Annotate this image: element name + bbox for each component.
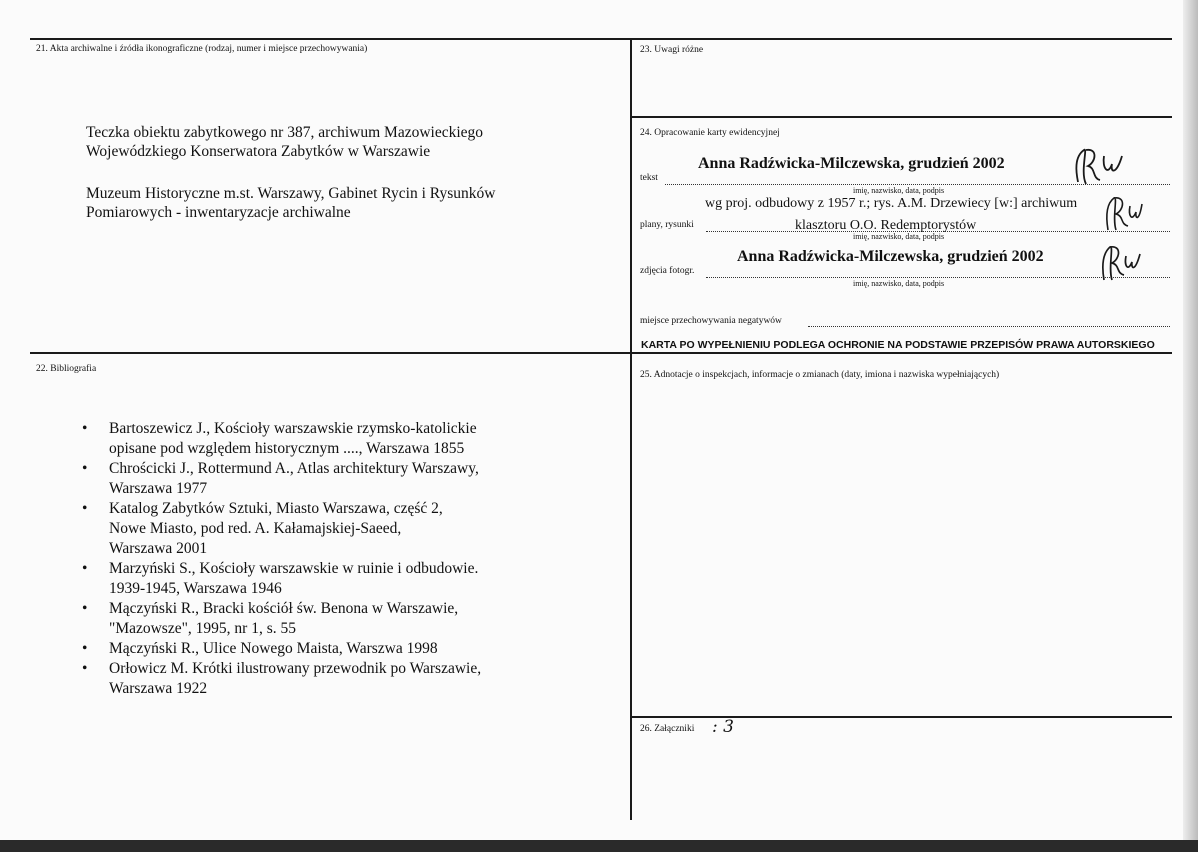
- plany-caption: imię, nazwisko, data, podpis: [853, 232, 945, 241]
- bullet-icon: •: [82, 600, 88, 617]
- section-24-label: 24. Opracowanie karty ewidencyjnej: [640, 128, 780, 138]
- signature-plany: [1100, 192, 1144, 234]
- zdjecia-caption: imię, nazwisko, data, podpis: [853, 279, 945, 288]
- section-21-entry-2: [86, 184, 495, 222]
- tekst-label: tekst: [640, 173, 658, 183]
- rule-23-24: [630, 116, 1172, 118]
- bibliography-item: • Bartoszewicz J., Kościoły warszawskie rzymsko-katolickie opisane pod względem historycznym ...., Warszawa 1855: [82, 420, 477, 457]
- section-26-label: 26. Załączniki: [640, 724, 695, 734]
- bibliography-item: • Mączyński R., Ulice Nowego Maista, Warszwa 1998: [82, 640, 438, 657]
- plany-value-line-1: wg proj. odbudowy z 1957 r.; rys. A.M. Drzewiecy [w:] archiwum: [705, 196, 1078, 211]
- zdjecia-value: Anna Radźwicka-Milczewska, grudzień 2002: [737, 248, 1044, 265]
- bibliography-item: • Mączyński R., Bracki kościół św. Benona w Warszawie, "Mazowsze", 1995, nr 1, s. 55: [82, 600, 459, 637]
- copyright-warning: KARTA PO WYPEŁNIENIU PODLEGA OCHRONIE NA PODSTAWIE PRZEPISÓW PRAWA AUTORSKIEGO: [641, 339, 1155, 351]
- bullet-icon: •: [82, 640, 88, 657]
- bibliography-item: • Katalog Zabytków Sztuki, Miasto Warszawa, część 2, Nowe Miasto, pod red. A. Kałamajskiej-Saeed, Warszawa 2001: [82, 500, 443, 557]
- top-rule: [30, 38, 1172, 40]
- section-21-entry-1-line-2: Wojewódzkiego Konserwatora Zabytków w Warszawie: [86, 143, 431, 160]
- section-21-entry-2-line-2: Pomiarowych - inwentaryzacje archiwalne: [86, 204, 351, 221]
- bullet-icon: •: [82, 560, 88, 577]
- bibliography-item: • Orłowicz M. Krótki ilustrowany przewodnik po Warszawie, Warszawa 1922: [82, 660, 482, 697]
- section-25-label: 25. Adnotacje o inspekcjach, informacje o zmianach (daty, imiona i nazwiska wypełniających): [640, 370, 1000, 380]
- zdjecia-label: zdjęcia fotogr.: [640, 266, 695, 276]
- tekst-caption: imię, nazwisko, data, podpis: [853, 186, 945, 195]
- section-21-label: 21. Akta archiwalne i źródła ikonograficzne (rodzaj, numer i miejsce przechowywania): [36, 44, 368, 54]
- bullet-icon: •: [82, 420, 88, 437]
- negatywy-label: miejsce przechowywania negatywów: [640, 316, 782, 326]
- bibliography-item: • Marzyński S., Kościoły warszawskie w ruinie i odbudowie. 1939-1945, Warszawa 1946: [82, 560, 479, 597]
- bullet-icon: •: [82, 660, 88, 677]
- signature-tekst: [1066, 142, 1126, 188]
- section-21-entry-1: [86, 123, 483, 161]
- plany-label: plany, rysunki: [640, 220, 694, 230]
- center-divider: [630, 38, 632, 820]
- negatywy-dotted-line: [808, 326, 1170, 327]
- section-21-entry-2-line-1: Muzeum Historyczne m.st. Warszawy, Gabinet Rycin i Rysunków: [86, 185, 496, 202]
- bullet-icon: •: [82, 460, 88, 477]
- bibliography-item: • Chrościcki J., Rottermund A., Atlas architektury Warszawy, Warszawa 1977: [82, 460, 479, 497]
- bullet-icon: •: [82, 500, 88, 517]
- mid-rule: [30, 352, 1172, 354]
- section-22-label: 22. Bibliografia: [36, 364, 97, 374]
- section-21-entry-1-line-1: Teczka obiektu zabytkowego nr 387, archiwum Mazowieckiego: [86, 124, 484, 141]
- scan-bottom-edge: [0, 840, 1198, 852]
- bibliography-list: [82, 419, 602, 699]
- scan-right-edge: [1183, 0, 1198, 852]
- tekst-value: Anna Radźwicka-Milczewska, grudzień 2002: [698, 155, 1005, 172]
- signature-zdjecia: [1094, 240, 1144, 284]
- section-26-value: : 3: [712, 717, 734, 737]
- section-23-label: 23. Uwagi różne: [640, 45, 704, 55]
- plany-value-line-2: klasztoru O.O. Redemptorystów: [795, 218, 977, 233]
